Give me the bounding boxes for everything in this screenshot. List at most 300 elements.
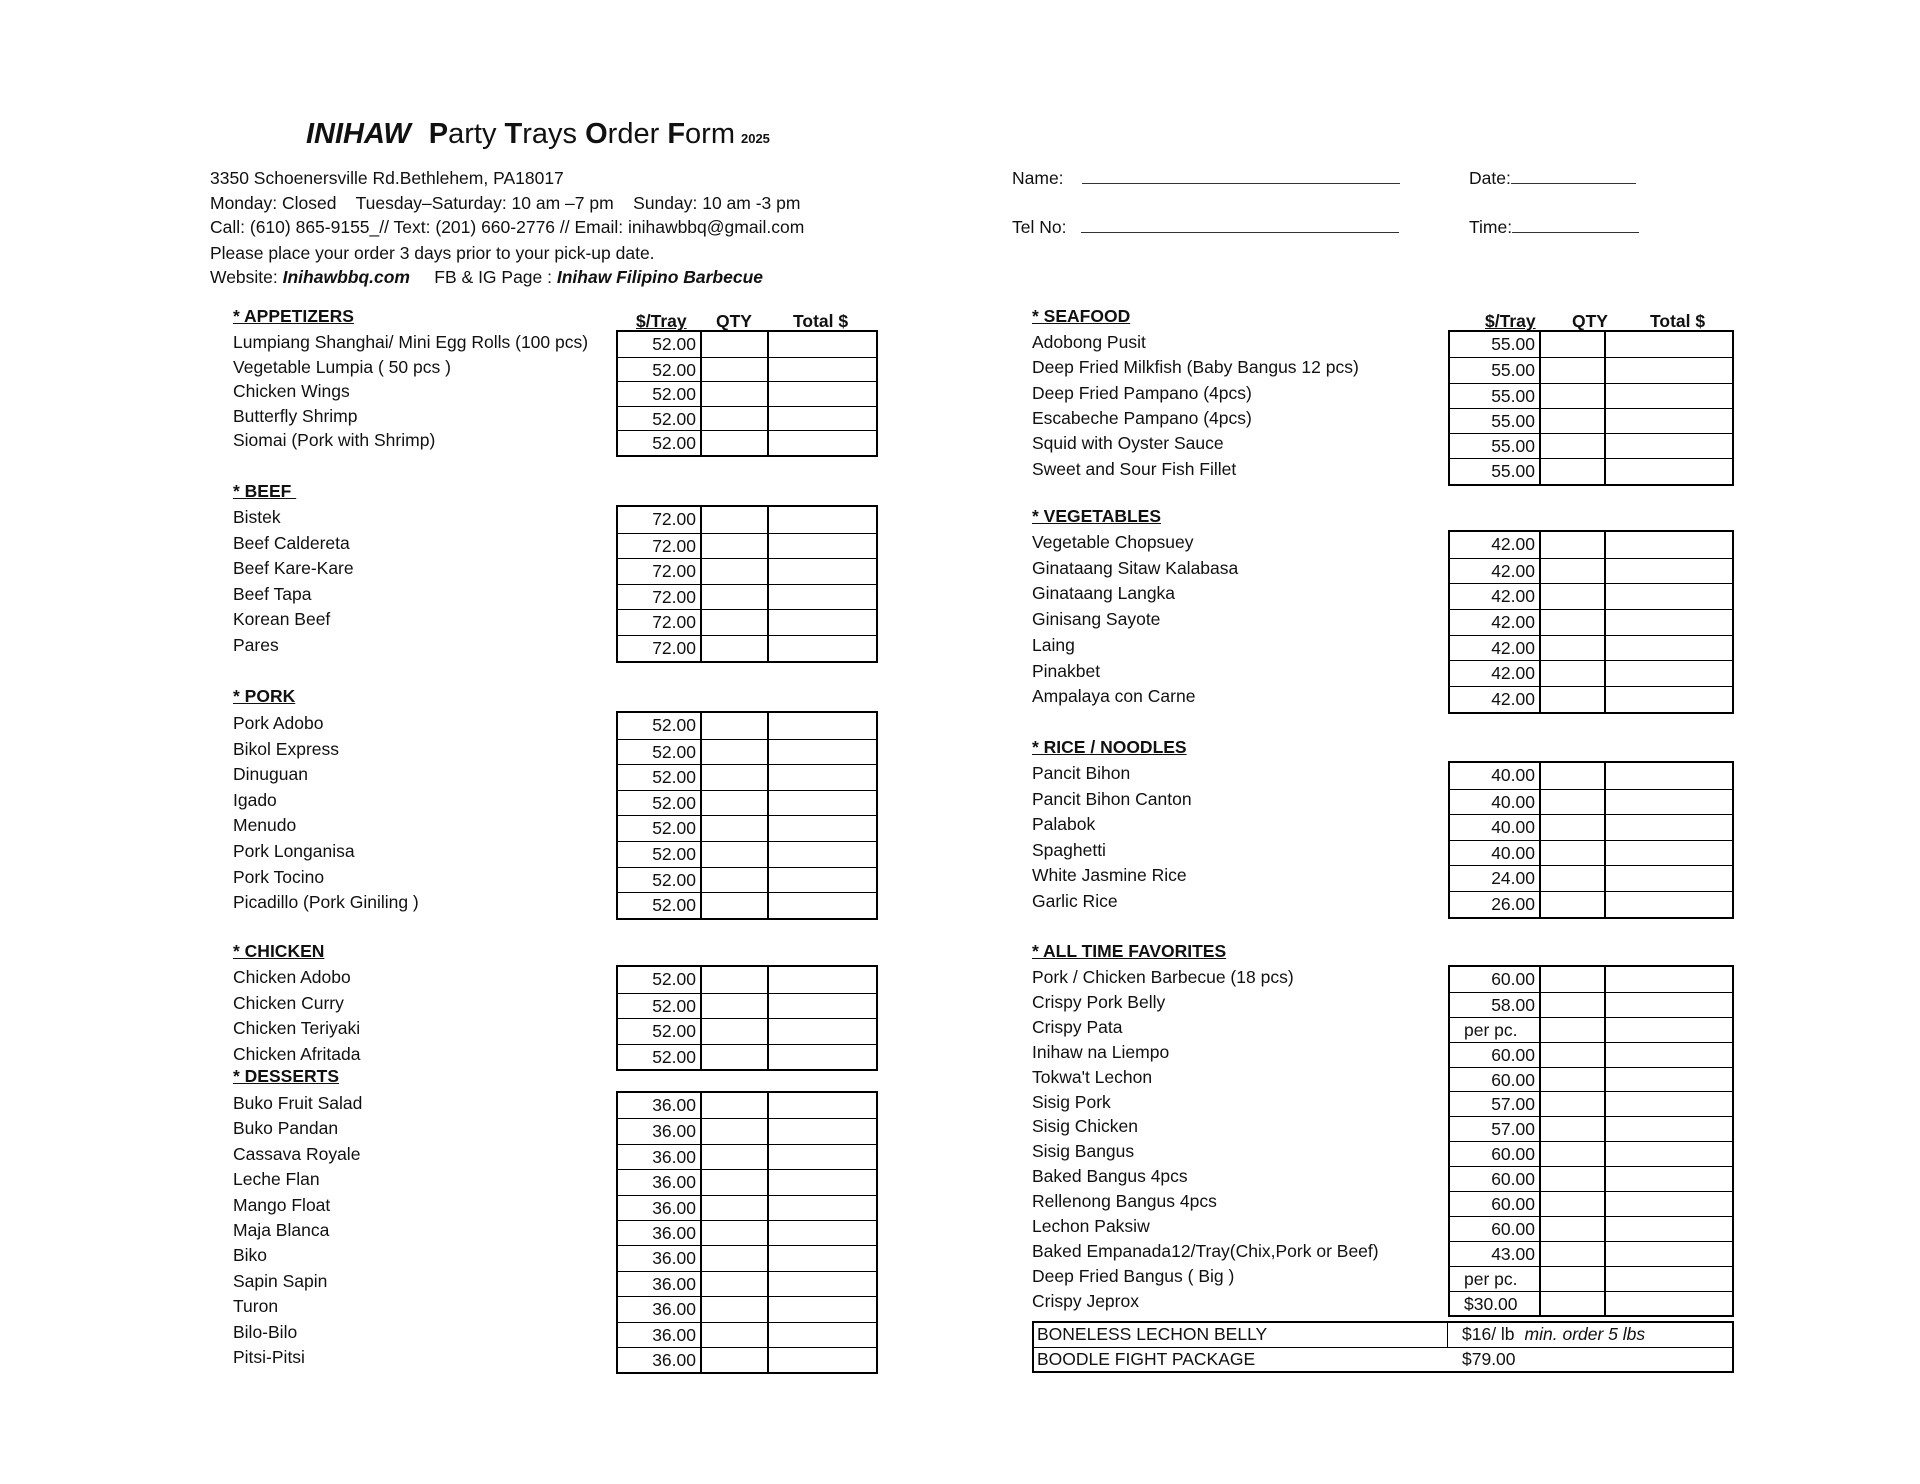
business-hours: Monday: Closed Tuesday–Saturday: 10 am –7 pm Sunday: 10 am -3 pm bbox=[210, 193, 801, 213]
total-input[interactable] bbox=[767, 1170, 876, 1194]
qty-input[interactable] bbox=[700, 713, 767, 739]
date-field[interactable]: Date: bbox=[1469, 168, 1636, 189]
address: 3350 Schoenersville Rd.Bethlehem, PA18017 bbox=[210, 168, 564, 188]
total-input[interactable] bbox=[1604, 384, 1732, 408]
price-cell: 60.00 bbox=[1491, 1218, 1535, 1239]
total-input[interactable] bbox=[767, 1145, 876, 1169]
qty-input[interactable] bbox=[700, 1019, 767, 1044]
table-row bbox=[1450, 1067, 1732, 1092]
price-cell: 52.00 bbox=[652, 334, 696, 354]
table-row bbox=[1450, 1091, 1732, 1116]
menu-item-name: Pares bbox=[233, 635, 279, 655]
table-row bbox=[1450, 891, 1732, 917]
title-year: 2025 bbox=[740, 131, 770, 146]
total-input[interactable] bbox=[767, 559, 876, 584]
qty-input[interactable] bbox=[700, 994, 767, 1019]
menu-item-name: Escabeche Pampano (4pcs) bbox=[1032, 407, 1252, 428]
menu-item-name: Sisig Chicken bbox=[1032, 1116, 1139, 1137]
table-row bbox=[1450, 583, 1732, 609]
total-input[interactable] bbox=[767, 1119, 876, 1143]
qty-input[interactable] bbox=[1539, 1043, 1604, 1067]
price-cell: 36.00 bbox=[652, 1349, 696, 1370]
qty-input[interactable] bbox=[700, 585, 767, 610]
price-grid bbox=[616, 505, 878, 663]
menu-item-name: Chicken Wings bbox=[233, 381, 350, 402]
total-input[interactable] bbox=[767, 713, 876, 739]
total-input[interactable] bbox=[1604, 1167, 1732, 1191]
table-row bbox=[618, 993, 876, 1019]
price-cell: 60.00 bbox=[1491, 1069, 1535, 1090]
price-cell: $30.00 bbox=[1464, 1293, 1518, 1314]
total-input[interactable] bbox=[767, 1323, 876, 1347]
menu-item-name: White Jasmine Rice bbox=[1032, 865, 1187, 886]
table-row bbox=[1450, 558, 1732, 584]
table-row bbox=[618, 558, 876, 584]
price-cell: 36.00 bbox=[652, 1197, 696, 1218]
menu-item-name: Butterfly Shrimp bbox=[233, 405, 358, 426]
section-heading: * DESSERTS bbox=[233, 1066, 339, 1086]
qty-input[interactable] bbox=[700, 1145, 767, 1169]
total-input[interactable] bbox=[767, 868, 876, 893]
qty-input[interactable] bbox=[700, 868, 767, 893]
qty-input[interactable] bbox=[700, 1119, 767, 1143]
table-row bbox=[1450, 660, 1732, 686]
price-grid bbox=[1448, 965, 1734, 1317]
website-link[interactable]: Inihawbbq.com bbox=[282, 267, 410, 287]
menu-item-name: Pancit Bihon bbox=[1032, 763, 1131, 783]
total-input[interactable] bbox=[1604, 687, 1732, 712]
table-row bbox=[618, 815, 876, 841]
menu-item-name: Ginataang Langka bbox=[1032, 583, 1176, 604]
table-row bbox=[1450, 532, 1732, 558]
qty-input[interactable] bbox=[700, 636, 767, 661]
qty-input[interactable] bbox=[1539, 384, 1604, 408]
total-input[interactable] bbox=[767, 1297, 876, 1321]
qty-input[interactable] bbox=[1539, 559, 1604, 584]
price-cell: 36.00 bbox=[652, 1273, 696, 1294]
total-input[interactable] bbox=[1604, 1117, 1732, 1141]
price-cell: 40.00 bbox=[1491, 791, 1535, 812]
menu-item-name: Ampalaya con Carne bbox=[1032, 686, 1196, 707]
website-line: Website: Inihawbbq.com FB & IG Page : Inihaw Filipino Barbecue bbox=[210, 267, 764, 287]
menu-item-name: Bilo-Bilo bbox=[233, 1321, 298, 1342]
table-row bbox=[1450, 1166, 1732, 1191]
table-row bbox=[618, 1018, 876, 1044]
qty-input[interactable] bbox=[700, 1272, 767, 1296]
social-page: Inihaw Filipino Barbecue bbox=[556, 267, 764, 287]
total-input[interactable] bbox=[767, 1221, 876, 1245]
qty-input[interactable] bbox=[1539, 1167, 1604, 1191]
tel-input-line[interactable] bbox=[1081, 218, 1399, 233]
qty-input[interactable] bbox=[1539, 1267, 1604, 1291]
price-cell: 40.00 bbox=[1491, 765, 1535, 785]
menu-item-name: Ginisang Sayote bbox=[1032, 609, 1161, 630]
menu-item-name: Beef Caldereta bbox=[233, 532, 350, 553]
table-row bbox=[618, 430, 876, 455]
qty-input[interactable] bbox=[1539, 1142, 1604, 1166]
menu-item-name: Pork / Chicken Barbecue (18 pcs) bbox=[1032, 967, 1294, 987]
table-row bbox=[1450, 433, 1732, 458]
table-row bbox=[618, 1118, 876, 1143]
total-input[interactable] bbox=[1604, 1292, 1732, 1316]
contact-info: Call: (610) 865-9155_// Text: (201) 660-2776 // Email: inihawbbq@gmail.com bbox=[210, 217, 805, 237]
qty-input[interactable] bbox=[1539, 610, 1604, 635]
menu-item-name: Dinuguan bbox=[233, 764, 308, 785]
total-input[interactable] bbox=[1604, 1018, 1732, 1042]
total-input[interactable] bbox=[767, 332, 876, 357]
section-heading: * PORK bbox=[233, 686, 296, 706]
menu-item-name: Squid with Oyster Sauce bbox=[1032, 433, 1224, 454]
menu-item-name: Deep Fried Milkfish (Baby Bangus 12 pcs) bbox=[1032, 357, 1359, 378]
table-row bbox=[1450, 332, 1732, 357]
menu-item-name: Crispy Pork Belly bbox=[1032, 991, 1166, 1012]
price-cell: 52.00 bbox=[652, 895, 696, 916]
menu-item-name: Vegetable Chopsuey bbox=[1032, 532, 1194, 552]
price-grid bbox=[616, 965, 878, 1071]
menu-item-name: Igado bbox=[233, 789, 277, 810]
time-field[interactable]: Time: bbox=[1469, 217, 1639, 238]
left-total-header: Total $ bbox=[793, 311, 849, 331]
total-input[interactable] bbox=[1604, 763, 1732, 789]
qty-input[interactable] bbox=[700, 1093, 767, 1118]
qty-input[interactable] bbox=[1539, 1192, 1604, 1216]
qty-input[interactable] bbox=[700, 1348, 767, 1372]
menu-item-name: Tokwa't Lechon bbox=[1032, 1066, 1153, 1087]
total-input[interactable] bbox=[1604, 993, 1732, 1017]
qty-input[interactable] bbox=[700, 559, 767, 584]
table-row bbox=[1450, 1042, 1732, 1067]
name-field[interactable]: Name: bbox=[1012, 168, 1400, 189]
menu-item-name: Buko Pandan bbox=[233, 1118, 339, 1139]
price-cell: 72.00 bbox=[652, 535, 696, 556]
price-cell: 40.00 bbox=[1491, 842, 1535, 863]
total-input[interactable] bbox=[767, 765, 876, 790]
qty-input[interactable] bbox=[1539, 892, 1604, 917]
total-input[interactable] bbox=[1604, 1192, 1732, 1216]
total-input[interactable] bbox=[767, 1019, 876, 1044]
menu-item-name: Spaghetti bbox=[1032, 839, 1106, 860]
price-cell: 52.00 bbox=[652, 995, 696, 1016]
total-input[interactable] bbox=[767, 431, 876, 455]
price-grid bbox=[616, 1091, 878, 1374]
qty-input[interactable] bbox=[700, 893, 767, 918]
total-input[interactable] bbox=[767, 1045, 876, 1070]
total-input[interactable] bbox=[767, 610, 876, 635]
table-row bbox=[1450, 383, 1732, 408]
total-input[interactable] bbox=[1604, 1068, 1732, 1092]
left-price-header: $/Tray bbox=[636, 311, 687, 331]
total-input[interactable] bbox=[1604, 1242, 1732, 1266]
price-cell: 60.00 bbox=[1491, 1044, 1535, 1065]
qty-input[interactable] bbox=[1539, 1292, 1604, 1316]
table-row bbox=[618, 713, 876, 739]
menu-item-name: Ginataang Sitaw Kalabasa bbox=[1032, 557, 1239, 578]
qty-input[interactable] bbox=[1539, 332, 1604, 357]
total-input[interactable] bbox=[1604, 866, 1732, 891]
menu-item-name: Pork Adobo bbox=[233, 713, 324, 733]
menu-item-name: Sweet and Sour Fish Fillet bbox=[1032, 458, 1237, 479]
total-input[interactable] bbox=[1604, 636, 1732, 661]
total-input[interactable] bbox=[767, 636, 876, 661]
qty-input[interactable] bbox=[1539, 967, 1604, 992]
table-row bbox=[618, 1347, 876, 1372]
price-cell: 55.00 bbox=[1491, 385, 1535, 406]
menu-item-name: Cassava Royale bbox=[233, 1143, 361, 1164]
total-input[interactable] bbox=[767, 1272, 876, 1296]
total-input[interactable] bbox=[767, 1348, 876, 1372]
total-input[interactable] bbox=[1604, 790, 1732, 815]
qty-input[interactable] bbox=[1539, 1068, 1604, 1092]
special-row: BONELESS LECHON BELLY $16/ lb min. order 5 lbs bbox=[1034, 1323, 1732, 1347]
qty-input[interactable] bbox=[700, 1170, 767, 1194]
total-input[interactable] bbox=[1604, 892, 1732, 917]
qty-input[interactable] bbox=[1539, 687, 1604, 712]
menu-item-name: Leche Flan bbox=[233, 1169, 320, 1190]
total-input[interactable] bbox=[767, 967, 876, 993]
qty-input[interactable] bbox=[1539, 1092, 1604, 1116]
total-input[interactable] bbox=[1604, 841, 1732, 866]
table-row bbox=[1450, 1291, 1732, 1316]
price-cell: 55.00 bbox=[1491, 334, 1535, 354]
total-input[interactable] bbox=[1604, 815, 1732, 840]
qty-input[interactable] bbox=[1539, 815, 1604, 840]
menu-item-name: Turon bbox=[233, 1296, 279, 1317]
table-row bbox=[1450, 814, 1732, 840]
total-input[interactable] bbox=[1604, 434, 1732, 458]
table-row bbox=[618, 635, 876, 661]
price-cell: 36.00 bbox=[652, 1248, 696, 1269]
price-cell: 36.00 bbox=[652, 1121, 696, 1142]
price-cell: 26.00 bbox=[1491, 893, 1535, 914]
table-row bbox=[618, 357, 876, 382]
total-input[interactable] bbox=[767, 382, 876, 406]
menu-item-name: Bistek bbox=[233, 507, 281, 527]
table-row bbox=[1450, 609, 1732, 635]
menu-item-name: Sisig Bangus bbox=[1032, 1141, 1135, 1162]
total-input[interactable] bbox=[1604, 358, 1732, 382]
qty-input[interactable] bbox=[1539, 636, 1604, 661]
table-row bbox=[618, 790, 876, 816]
name-input-line[interactable] bbox=[1082, 169, 1400, 184]
price-cell: 72.00 bbox=[652, 612, 696, 633]
total-input[interactable] bbox=[1604, 967, 1732, 992]
qty-input[interactable] bbox=[700, 1323, 767, 1347]
order-notice: Please place your order 3 days prior to your pick-up date. bbox=[210, 243, 655, 263]
date-input-line[interactable] bbox=[1511, 169, 1636, 184]
menu-item-name: Rellenong Bangus 4pcs bbox=[1032, 1191, 1217, 1212]
menu-item-name: Pitsi-Pitsi bbox=[233, 1347, 305, 1367]
price-cell: 57.00 bbox=[1491, 1119, 1535, 1140]
qty-input[interactable] bbox=[1539, 790, 1604, 815]
menu-item-name: Mango Float bbox=[233, 1194, 331, 1215]
total-input[interactable] bbox=[1604, 584, 1732, 609]
tel-field[interactable]: Tel No: bbox=[1012, 217, 1399, 238]
qty-input[interactable] bbox=[1539, 1217, 1604, 1241]
menu-item-name: Picadillo (Pork Giniling ) bbox=[233, 892, 419, 913]
total-input[interactable] bbox=[767, 994, 876, 1019]
qty-input[interactable] bbox=[700, 610, 767, 635]
price-cell: per pc. bbox=[1464, 1019, 1518, 1040]
menu-item-name: Chicken Curry bbox=[233, 992, 344, 1013]
total-input[interactable] bbox=[1604, 409, 1732, 433]
qty-input[interactable] bbox=[1539, 866, 1604, 891]
total-input[interactable] bbox=[1604, 459, 1732, 483]
qty-input[interactable] bbox=[700, 967, 767, 993]
table-row bbox=[1450, 1191, 1732, 1216]
table-row bbox=[1450, 1266, 1732, 1291]
price-cell: 36.00 bbox=[652, 1146, 696, 1167]
qty-input[interactable] bbox=[700, 358, 767, 382]
total-input[interactable] bbox=[767, 816, 876, 841]
total-input[interactable] bbox=[1604, 532, 1732, 558]
qty-input[interactable] bbox=[1539, 661, 1604, 686]
total-input[interactable] bbox=[1604, 610, 1732, 635]
total-input[interactable] bbox=[1604, 332, 1732, 357]
qty-input[interactable] bbox=[700, 534, 767, 559]
price-cell: 52.00 bbox=[652, 408, 696, 429]
total-input[interactable] bbox=[1604, 559, 1732, 584]
qty-input[interactable] bbox=[700, 407, 767, 431]
qty-input[interactable] bbox=[1539, 763, 1604, 789]
price-cell: 72.00 bbox=[652, 637, 696, 658]
price-cell: 42.00 bbox=[1491, 612, 1535, 633]
total-input[interactable] bbox=[767, 1246, 876, 1270]
qty-input[interactable] bbox=[700, 791, 767, 816]
qty-input[interactable] bbox=[700, 382, 767, 406]
price-cell: 72.00 bbox=[652, 586, 696, 607]
qty-input[interactable] bbox=[1539, 459, 1604, 483]
table-row bbox=[618, 584, 876, 610]
total-input[interactable] bbox=[767, 358, 876, 382]
table-row bbox=[1450, 408, 1732, 433]
total-input[interactable] bbox=[767, 1196, 876, 1220]
page-title: INIHAW Party Trays Order Form 2025 bbox=[306, 118, 770, 150]
menu-item-name: Vegetable Lumpia ( 50 pcs ) bbox=[233, 356, 451, 377]
price-cell: 36.00 bbox=[652, 1172, 696, 1193]
total-input[interactable] bbox=[767, 585, 876, 610]
price-grid bbox=[616, 711, 878, 920]
price-cell: 60.00 bbox=[1491, 969, 1535, 989]
qty-input[interactable] bbox=[700, 1246, 767, 1270]
section-heading: * RICE / NOODLES bbox=[1032, 737, 1187, 757]
price-grid bbox=[1448, 530, 1734, 714]
table-row bbox=[1450, 1017, 1732, 1042]
price-cell: 52.00 bbox=[652, 869, 696, 890]
menu-item-name: Baked Empanada12/Tray(Chix,Pork or Beef) bbox=[1032, 1240, 1379, 1261]
menu-item-name: Deep Fried Pampano (4pcs) bbox=[1032, 382, 1252, 403]
qty-input[interactable] bbox=[1539, 434, 1604, 458]
price-cell: 52.00 bbox=[652, 767, 696, 788]
price-cell: 57.00 bbox=[1491, 1094, 1535, 1115]
total-input[interactable] bbox=[1604, 1267, 1732, 1291]
table-row bbox=[618, 1044, 876, 1070]
price-cell: 24.00 bbox=[1491, 868, 1535, 889]
qty-input[interactable] bbox=[700, 740, 767, 765]
total-input[interactable] bbox=[767, 893, 876, 918]
right-qty-header: QTY bbox=[1572, 311, 1608, 331]
total-input[interactable] bbox=[1604, 1043, 1732, 1067]
table-row bbox=[1450, 357, 1732, 382]
section-heading: * VEGETABLES bbox=[1032, 506, 1162, 526]
total-input[interactable] bbox=[1604, 1217, 1732, 1241]
price-grid bbox=[616, 330, 878, 457]
table-row bbox=[618, 1271, 876, 1296]
menu-item-name: Adobong Pusit bbox=[1032, 332, 1146, 352]
total-input[interactable] bbox=[767, 507, 876, 533]
min-order-note: min. order 5 lbs bbox=[1524, 1324, 1646, 1344]
price-cell: 36.00 bbox=[652, 1299, 696, 1320]
total-input[interactable] bbox=[1604, 661, 1732, 686]
total-input[interactable] bbox=[767, 740, 876, 765]
section-heading: * ALL TIME FAVORITES bbox=[1032, 941, 1227, 961]
price-cell: 42.00 bbox=[1491, 637, 1535, 658]
qty-input[interactable] bbox=[700, 1297, 767, 1321]
qty-input[interactable] bbox=[700, 507, 767, 533]
price-cell: 42.00 bbox=[1491, 560, 1535, 581]
table-row bbox=[1450, 1241, 1732, 1266]
price-cell: 42.00 bbox=[1491, 586, 1535, 607]
table-row bbox=[1450, 840, 1732, 866]
qty-input[interactable] bbox=[700, 765, 767, 790]
menu-item-name: Pork Longanisa bbox=[233, 841, 355, 861]
qty-input[interactable] bbox=[1539, 358, 1604, 382]
table-row bbox=[1450, 789, 1732, 815]
qty-input[interactable] bbox=[1539, 1018, 1604, 1042]
price-cell: per pc. bbox=[1464, 1268, 1518, 1289]
price-cell: 72.00 bbox=[652, 561, 696, 582]
qty-input[interactable] bbox=[700, 1221, 767, 1245]
menu-item-name: Chicken Afritada bbox=[233, 1043, 361, 1064]
qty-input[interactable] bbox=[700, 816, 767, 841]
qty-input[interactable] bbox=[1539, 409, 1604, 433]
menu-item-name: Palabok bbox=[1032, 814, 1096, 835]
total-input[interactable] bbox=[767, 1093, 876, 1118]
price-cell: 43.00 bbox=[1491, 1243, 1535, 1264]
table-row bbox=[618, 507, 876, 533]
menu-item-name: Lechon Paksiw bbox=[1032, 1216, 1150, 1236]
right-price-header: $/Tray bbox=[1485, 311, 1536, 331]
table-row bbox=[618, 406, 876, 431]
qty-input[interactable] bbox=[1539, 993, 1604, 1017]
qty-input[interactable] bbox=[1539, 1117, 1604, 1141]
menu-item-name: Beef Kare-Kare bbox=[233, 558, 354, 579]
qty-input[interactable] bbox=[700, 1196, 767, 1220]
qty-input[interactable] bbox=[700, 1045, 767, 1070]
time-input-line[interactable] bbox=[1512, 218, 1639, 233]
total-input[interactable] bbox=[767, 791, 876, 816]
menu-item-name: Pork Tocino bbox=[233, 866, 325, 887]
total-input[interactable] bbox=[767, 407, 876, 431]
brand-name: INIHAW bbox=[306, 118, 411, 150]
price-cell: 42.00 bbox=[1491, 663, 1535, 684]
table-row bbox=[1450, 865, 1732, 891]
total-input[interactable] bbox=[1604, 1092, 1732, 1116]
total-input[interactable] bbox=[767, 534, 876, 559]
total-input[interactable] bbox=[767, 842, 876, 867]
table-row bbox=[618, 1245, 876, 1270]
qty-input[interactable] bbox=[1539, 532, 1604, 558]
price-cell: 52.00 bbox=[652, 715, 696, 735]
price-grid bbox=[1448, 330, 1734, 486]
qty-input[interactable] bbox=[1539, 841, 1604, 866]
qty-input[interactable] bbox=[1539, 584, 1604, 609]
section-heading: * SEAFOOD bbox=[1032, 306, 1131, 326]
qty-input[interactable] bbox=[700, 431, 767, 455]
qty-input[interactable] bbox=[1539, 1242, 1604, 1266]
total-input[interactable] bbox=[1604, 1142, 1732, 1166]
qty-input[interactable] bbox=[700, 842, 767, 867]
qty-input[interactable] bbox=[700, 332, 767, 357]
